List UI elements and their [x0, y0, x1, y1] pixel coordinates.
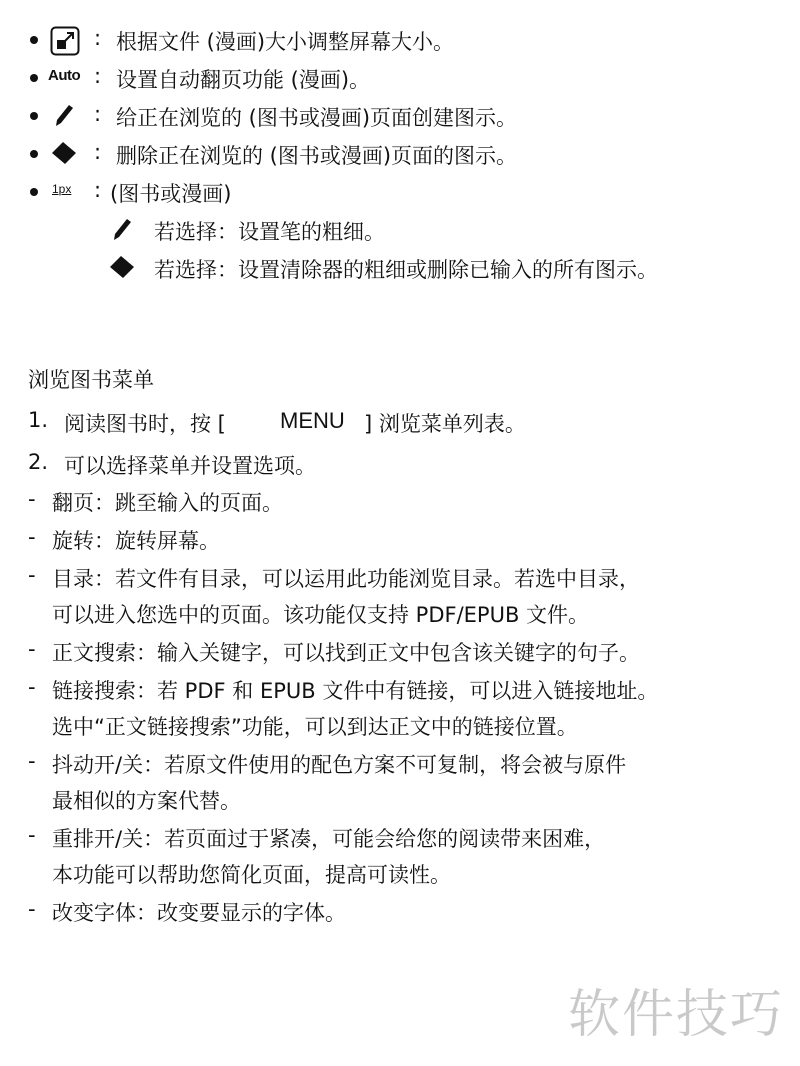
menu-item-text: 目录：若文件有目录，可以运用此功能浏览目录。若选中目录， [52, 567, 640, 591]
bullet [30, 188, 38, 196]
colon: : [94, 64, 102, 88]
legend-text: 给正在浏览的 (图书或漫画)页面创建图示。 [116, 106, 518, 130]
legend-text: (图书或漫画) [110, 182, 232, 206]
legend-text: 根据文件 (漫画)大小调整屏幕大小。 [116, 30, 455, 54]
step-number: 1. [28, 408, 49, 432]
sub-item-text: 若选择：设置笔的粗细。 [154, 220, 385, 244]
pen-icon [52, 102, 76, 133]
colon: : [94, 140, 102, 164]
menu-item-text: 链接搜索：若 PDF 和 EPUB 文件中有链接，可以进入链接地址。 [52, 679, 659, 703]
dash: - [28, 897, 36, 921]
menu-item-text: 重排开/关：若页面过于紧凑，可能会给您的阅读带来困难， [52, 827, 606, 851]
watermark: 软件技巧 [568, 985, 785, 1045]
section-heading: 浏览图书菜单 [28, 368, 154, 392]
menu-key: MENU [280, 408, 345, 433]
menu-item-text: 可以进入您选中的页面。该功能仅支持 PDF/EPUB 文件。 [52, 603, 590, 627]
colon: : [94, 26, 102, 50]
colon: : [94, 102, 102, 126]
resize-screen-icon [50, 26, 80, 61]
menu-item-text: 选中“正文链接搜索”功能，可以到达正文中的链接位置。 [52, 715, 578, 739]
step-number: 2. [28, 450, 49, 474]
dash: - [28, 675, 36, 699]
bullet [30, 74, 38, 82]
line-width-label: 1px [52, 182, 72, 196]
step-text: ] 浏览菜单列表。 [364, 412, 526, 436]
bullet [30, 36, 38, 44]
dash: - [28, 823, 36, 847]
menu-item-text: 翻页：跳至输入的页面。 [52, 491, 283, 515]
sub-item-text: 若选择：设置清除器的粗细或删除已输入的所有图示。 [154, 258, 658, 282]
legend-text: 删除正在浏览的 (图书或漫画)页面的图示。 [116, 144, 518, 168]
eraser-icon [108, 254, 136, 285]
dash: - [28, 563, 36, 587]
menu-item-text: 抖动开/关：若原文件使用的配色方案不可复制，将会被与原件 [52, 753, 627, 777]
pen-icon [110, 216, 134, 247]
legend-text: 设置自动翻页功能 (漫画)。 [116, 68, 371, 92]
eraser-icon [50, 140, 78, 171]
dash: - [28, 749, 36, 773]
bullet [30, 112, 38, 120]
menu-item-text: 改变字体：改变要显示的字体。 [52, 901, 346, 925]
step-text: 阅读图书时，按 [ [64, 412, 226, 436]
menu-item-text: 旋转：旋转屏幕。 [52, 529, 220, 553]
dash: - [28, 637, 36, 661]
menu-item-text: 本功能可以帮助您简化页面，提高可读性。 [52, 863, 451, 887]
dash: - [28, 487, 36, 511]
step-text: 可以选择菜单并设置选项。 [64, 454, 316, 478]
menu-item-text: 正文搜索：输入关键字，可以找到正文中包含该关键字的句子。 [52, 641, 640, 665]
auto-label: Auto [48, 67, 81, 84]
colon: : [94, 178, 102, 202]
dash: - [28, 525, 36, 549]
menu-item-text: 最相似的方案代替。 [52, 789, 241, 813]
bullet [30, 150, 38, 158]
